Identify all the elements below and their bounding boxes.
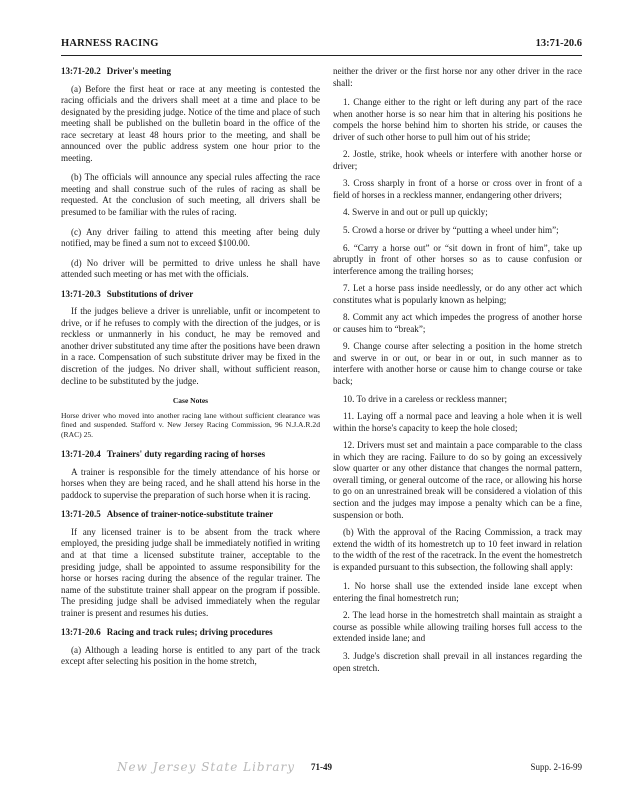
section-heading: 13:71-20.4 Trainers' duty regarding racing of horses bbox=[61, 449, 266, 460]
list-item: 2. The lead horse in the homestretch shall maintain as straight a course as possible while allowing trailing horses full access to the extended inside lane; and bbox=[333, 610, 582, 644]
paragraph: (b) The officials will announce any special rules affecting the race meeting and shall construe such of the rules of racing as shall be requested. At the conclusion of such meeting, all drivers shall be presumed to be familiar with the rules of racing. bbox=[61, 172, 320, 218]
supplement-date: Supp. 2-16-99 bbox=[530, 762, 582, 772]
running-header bbox=[61, 38, 582, 54]
list-item: 11. Laying off a normal pace and leaving a hole when it is well within the horse's capacity to keep the hole closed; bbox=[333, 411, 582, 433]
case-notes-heading: Case Notes bbox=[172, 396, 209, 406]
paragraph: (c) Any driver failing to attend this meeting after being duly notified, may be fined a sum not to exceed $100.00. bbox=[61, 226, 320, 249]
section-heading: 13:71-20.6 Racing and track rules; driving procedures bbox=[61, 627, 273, 638]
paragraph: (d) No driver will be permitted to drive unless he shall have attended such meeting or has met with the officials. bbox=[61, 257, 320, 280]
list-item: 8. Commit any act which impedes the progress of another horse or causes him to “break”; bbox=[333, 312, 582, 334]
case-notes-text: Horse driver who moved into another racing lane without sufficient clearance was fined and suspended. Stafford v. New Jersey Racing Commission, 96 N.J.A.R.2d (RAC) 25. bbox=[61, 410, 320, 439]
section-heading: 13:71-20.2 Driver's meeting bbox=[61, 66, 171, 76]
paragraph: If any licensed trainer is to be absent from the track where employed, the presiding judge shall be immediately notified in writing and at that time a licensed substitute trainer, acceptable to the presiding judge, shall be appointed to assume responsibility for the horse or horses racing during the absence of the regular trainer. The name of the substitute trainer shall appear on the program if possible. The presiding judge shall be advised immediately when the regular trainer is present and resumes his duties. bbox=[61, 526, 320, 618]
library-watermark: New Jersey State Library bbox=[117, 760, 296, 774]
paragraph: neither the driver or the first horse nor any other driver in the race shall: bbox=[333, 66, 582, 88]
list-item: 3. Judge's discretion shall prevail in all instances regarding the open stretch. bbox=[333, 650, 582, 673]
list-item: 4. Swerve in and out or pull up quickly; bbox=[343, 207, 488, 218]
page-footer bbox=[61, 762, 582, 778]
paragraph: If the judges believe a driver is unreliable, unfit or incompetent to drive, or if he refuses to comply with the direction of the judges, or is reckless or unmannerly in his conduct, he may be removed and another driver substituted any time after the positions have been drawn in a race. Compensation of such substitute driver may be fixed in the discretion of the judges. No driver shall, without sufficient reason, decline to be substituted by the judge. bbox=[61, 306, 320, 386]
paragraph: (a) Although a leading horse is entitled to any part of the track except after selecting his position in the home stretch, bbox=[61, 644, 320, 667]
header-rule bbox=[61, 55, 582, 56]
left-column bbox=[61, 66, 320, 676]
list-item: 2. Jostle, strike, hook wheels or interfere with another horse or driver; bbox=[333, 149, 582, 171]
paragraph: (a) Before the first heat or race at any meeting is contested the racing officials and the drivers shall meet at a time and place to be designated by the presiding judge. Notice of the time and place of such meeting shall be published on the bulletin board in the office of the race secretary at least 48 hours prior to the meeting, and shall be announced over the public address system one hour prior to the meeting. bbox=[61, 83, 320, 163]
paragraph: A trainer is responsible for the timely attendance of his horse or horses when they are being raced, and he shall attend his horse in the paddock to supervise the preparation of such horse when it is racing. bbox=[61, 466, 320, 500]
section-heading: 13:71-20.5 Absence of trainer-notice-substitute trainer bbox=[61, 509, 274, 520]
page-number: 71-49 bbox=[311, 762, 332, 772]
right-column bbox=[333, 66, 582, 680]
list-item: 1. No horse shall use the extended inside lane except when entering the final homestretch run; bbox=[333, 581, 582, 603]
list-item: 1. Change either to the right or left during any part of the race when another horse is so near him that in altering his positions he compels the horse behind him to shorten his stride, or causes the driver of such other horse to pull him out of his stride; bbox=[333, 97, 582, 142]
header-title: HARNESS RACING bbox=[61, 38, 159, 49]
list-item: 10. To drive in a careless or reckless manner; bbox=[343, 393, 508, 404]
paragraph: (b) With the approval of the Racing Commission, a track may extend the width of its homestretch up to 10 feet inward in relation to the width of the rest of the racetrack. In the event the homestretch is expanded pursuant to this subsection, the following shall apply: bbox=[333, 527, 582, 572]
list-item: 6. “Carry a horse out” or “sit down in front of him”, take up abruptly in front of other horses so as to cause confusion or interference among the trailing horses; bbox=[333, 242, 582, 276]
section-heading: 13:71-20.3 Substitutions of driver bbox=[61, 288, 194, 299]
header-section: 13:71-20.6 bbox=[535, 38, 582, 49]
list-item: 9. Change course after selecting a position in the home stretch and swerve in or out, or bear in or out, in such manner as to interfere with another horse or cause him to change course or take back; bbox=[333, 341, 582, 387]
list-item: 7. Let a horse pass inside needlessly, or do any other act which constitutes what is popularly known as helping; bbox=[333, 283, 582, 305]
list-item: 3. Cross sharply in front of a horse or cross over in front of a field of horses in a reckless manner, endangering other drivers; bbox=[333, 178, 582, 200]
list-item: 12. Drivers must set and maintain a pace comparable to the class in which they are racing. Failure to do so by going an excessively slow quarter or any other distance that changes the normal pattern, overall timing, or general outcome of the race, or allowing his horse to go on an unrestrained break will be considered a violation of this section and the judges may impose a penalty which can be a fine, suspension or both. bbox=[333, 440, 582, 520]
list-item: 5. Crowd a horse or driver by “putting a wheel under him”; bbox=[343, 225, 559, 236]
